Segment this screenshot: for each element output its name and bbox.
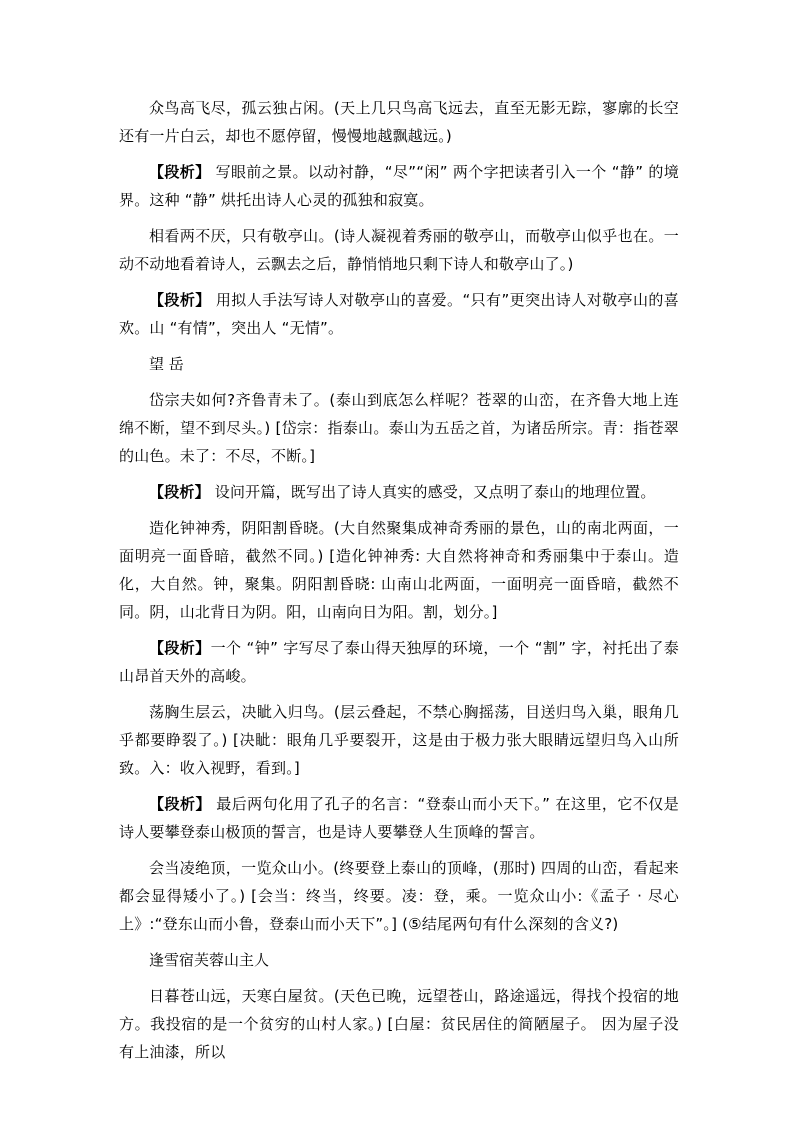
poem-line-paragraph: 众鸟高飞尽，孤云独占闲。(天上几只鸟高飞远去，直至无影无踪，寥廓的长空还有一片白云，却也不愿停留，慢慢地越飘越远。): [119, 99, 679, 145]
poem-line-paragraph: 荡胸生层云，决眦入归鸟。(层云叠起，不禁心胸摇荡，目送归鸟入巢，眼角几乎都要睁裂了。) [决眦：眼角几乎要裂开，这是由于极力张大眼睛远望归鸟入山所致。入：收入视野，看到。]: [119, 703, 679, 777]
poem-line-paragraph: 日暮苍山远，天寒白屋贫。(天色已晚，远望苍山，路途遥远，得找个投宿的地方。我投宿的是一个贫穷的山村人家。) [白屋：贫民居住的简陋屋子。 因为屋子没有上油漆，所以: [119, 987, 679, 1061]
poem-title: 望 岳: [149, 355, 184, 373]
analysis-text: 用拟人手法写诗人对敬亭山的喜爱。“只有”更突出诗人对敬亭山的喜欢。山 “有情”，突出人 “无情”。: [119, 291, 679, 337]
poem-title: 逢雪宿芙蓉山主人: [149, 951, 270, 969]
analysis-text: 写眼前之景。以动衬静，“尽”“闲” 两个字把读者引入一个 “静” 的境界。这种 “静” 烘托出诗人心灵的孤独和寂寞。: [119, 163, 679, 209]
analysis-text: 设问开篇，既写出了诗人真实的感受，又点明了泰山的地理位置。: [209, 483, 656, 501]
analysis-text: 最后两句化用了孔子的名言：“登泰山而小天下。” 在这里，它不仅是诗人要攀登泰山极顶的誓言，也是诗人要攀登人生顶峰的誓言。: [119, 795, 679, 841]
analysis-tag: 【段析】: [149, 291, 211, 309]
document-body: [119, 94, 679, 1066]
analysis-paragraph: [119, 286, 679, 342]
analysis-text: 一个 “钟” 字写尽了泰山得天独厚的环境，一个 “割” 字，衬托出了泰山昂首天外的高峻。: [119, 639, 679, 685]
analysis-paragraph: [119, 790, 679, 846]
poem-line-paragraph: 岱宗夫如何?齐鲁青未了。(泰山到底怎么样呢？苍翠的山峦，在齐鲁大地上连绵不断，望不到尽头。) [岱宗：指泰山。泰山为五岳之首，为诸岳所宗。青：指苍翠的山色。未了：不尽，不断。]: [119, 391, 679, 465]
analysis-tag: 【段析】: [149, 163, 211, 181]
poem-line-paragraph: 相看两不厌，只有敬亭山。(诗人凝视着秀丽的敬亭山，而敬亭山似乎也在。一动不动地看着诗人，云飘去之后，静悄悄地只剩下诗人和敬亭山了。): [119, 227, 679, 273]
analysis-paragraph: [119, 158, 679, 214]
analysis-paragraph: [119, 478, 679, 506]
analysis-paragraph: [119, 634, 679, 690]
analysis-tag: 【段析】: [149, 639, 211, 657]
poem-line-paragraph: 造化钟神秀，阴阳割昏晓。(大自然聚集成神奇秀丽的景色，山的南北两面，一面明亮一面昏暗，截然不同。) [造化钟神秀: 大自然将神奇和秀丽集中于泰山。造化，大自然。钟，聚集。阴阳割昏晓: 山南山北两面，一面明亮一面昏暗，截然不同。阴，山北背日为阴。阳，山南向日为阳。割，划分。]: [119, 519, 679, 621]
analysis-tag: 【段析】: [149, 795, 211, 813]
poem-line-paragraph: 会当凌绝顶，一览众山小。(终要登上泰山的顶峰，(那时) 四周的山峦，看起来都会显得矮小了。) [会当：终当，终要。凌：登，乘。一览众山小:《孟子 · 尽心上》:“登东山而小鲁，登泰山而小天下”。] (⑤结尾两句有什么深刻的含义?): [119, 859, 679, 933]
analysis-tag: 【段析】: [149, 483, 210, 501]
